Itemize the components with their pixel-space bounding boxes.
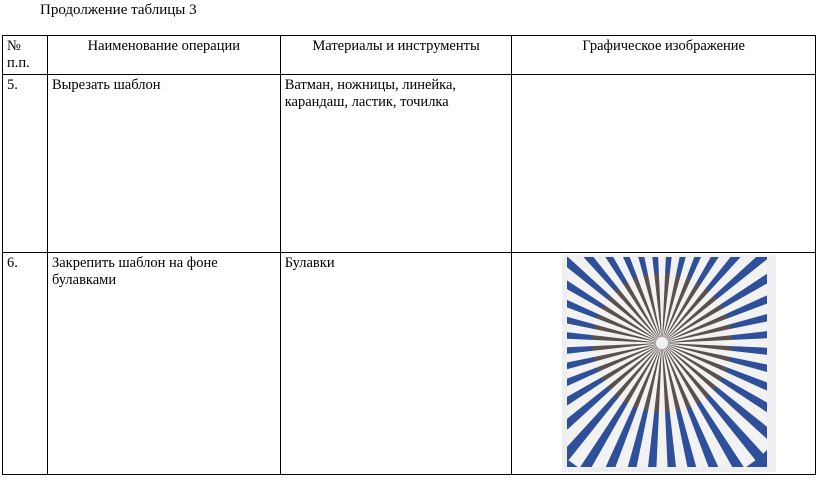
row-materials: Ватман, ножницы, линейка, карандаш, ластик, точилка: [280, 75, 512, 253]
header-operation: Наименование операции: [47, 36, 280, 75]
operations-table: [2, 35, 816, 475]
header-number: № п.п.: [3, 36, 48, 75]
row-operation: Закрепить шаблон на фоне булавками: [47, 253, 280, 475]
sunburst-template-photo: [562, 255, 776, 472]
row-materials: Булавки: [280, 253, 512, 475]
table-row: [3, 75, 816, 253]
row-operation: Вырезать шаблон: [47, 75, 280, 253]
table-header-row: [3, 36, 816, 75]
row-image-cell: [512, 253, 816, 475]
header-materials: Материалы и инструменты: [280, 36, 512, 75]
row-number: 6.: [3, 253, 48, 475]
header-image: Графическое изображение: [512, 36, 816, 75]
table-row: [3, 253, 816, 475]
row-number: 5.: [3, 75, 48, 253]
row-image-empty: [512, 75, 816, 253]
table-caption: Продолжение таблицы 3: [40, 2, 197, 18]
